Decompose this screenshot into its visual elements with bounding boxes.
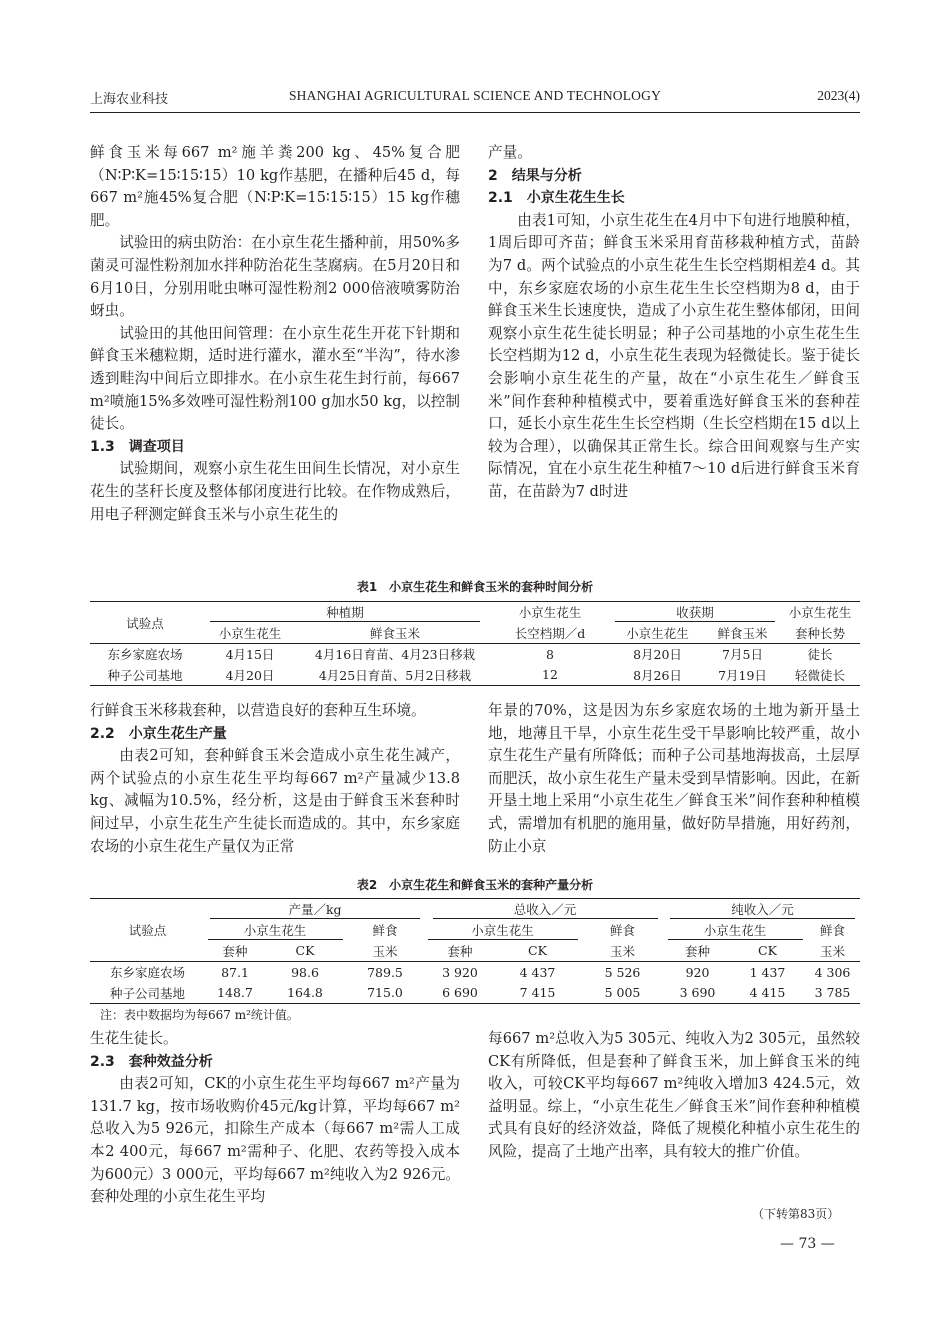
table-cell: 148.7 — [217, 985, 253, 1001]
table-row — [90, 644, 860, 665]
page-number: — 73 — — [780, 1236, 835, 1252]
table-header-gross-income: 总收入／元 — [433, 900, 658, 919]
table-header-corn-1: 鲜食 — [609, 923, 635, 938]
table-header-trend-1: 小京生花生 — [788, 605, 852, 621]
table-cell: 4月25日育苗、5月2日移栽 — [318, 667, 472, 683]
running-header — [90, 88, 860, 110]
paragraph: 由表2可知，CK的小京生花生平均每667 m²产量为131.7 kg，按市场收购价45元/kg计算，平均每667 m²总收入为5 926元，扣除生产成本（每667 m²需人工成本2 400元，每667 m²需种子、化肥、农药等投入成本为600元）3 000元，平均每667 m²纯收入为2 926元。套种处理的小京生花生平均 — [90, 1075, 460, 1206]
table-cell: 98.6 — [291, 964, 319, 980]
table-cell: 7月19日 — [718, 667, 767, 683]
table-header-gap-2: 长空档期／d — [490, 623, 610, 644]
paragraph: 行鲜食玉米移栽套种，以营造良好的套种互生环境。 — [90, 702, 426, 719]
table-header-peanut: 小京生花生 — [200, 623, 300, 644]
continued-note: （下转第83页） — [752, 1207, 840, 1221]
table-row — [90, 983, 860, 1004]
table1-caption: 表1 小京生花生和鲜食玉米的套种时间分析 — [356, 580, 594, 594]
table-cell: 东乡家庭农场 — [109, 965, 185, 981]
table-header-peanut-harvest: 小京生花生 — [610, 623, 705, 644]
table-header-planting: 种植期 — [210, 603, 480, 622]
table-header-trend-2: 套种长势 — [780, 623, 860, 644]
table-cell: 7月5日 — [722, 647, 763, 663]
journal-name-cn: 上海农业科技 — [90, 92, 169, 107]
table-header-harvest: 收获期 — [615, 603, 775, 622]
table-header-ck: CK — [730, 941, 805, 962]
table-cell: 920 — [685, 964, 710, 980]
table-cell: 4月20日 — [225, 667, 275, 683]
section-heading-2: 2 结果与分析 — [488, 167, 582, 184]
table-cell: 徒长 — [807, 647, 833, 663]
section-heading-2-1: 2.1 小京生花生生长 — [488, 190, 625, 207]
table-cell: 轻微徒长 — [794, 667, 845, 683]
table-cell: 87.1 — [221, 964, 249, 980]
table-header-net-income: 纯收入／元 — [670, 900, 855, 919]
table-cell: 1 437 — [749, 964, 786, 980]
left-column-top — [90, 142, 460, 526]
table-cell: 东乡家庭农场 — [107, 647, 183, 663]
table-header-ck: CK — [265, 941, 345, 962]
table-header-peanut: 小京生花生 — [668, 921, 803, 940]
paragraph: 鲜食玉米每667 m²施羊粪200 kg、45%复合肥（N∶P∶K=15∶15∶15）10 kg作基肥，在播种后45 d，每667 m²施45%复合肥（N∶P∶K=15∶15∶15）15 kg作穗肥。 — [90, 144, 460, 229]
paragraph: 每667 m²总收入为5 305元、纯收入为2 305元，虽然较CK有所降低，但是套种了鲜食玉米，加上鲜食玉米的纯收入，可较CK平均每667 m²纯收入增加3 424.5元，效益明显。综上，“小京生花生／鲜食玉米”间作套种种植模式具有良好的经济效益，降低了规模化种植小京生花生的风险，提高了土地产出率，具有较大的推广价值。 — [488, 1030, 860, 1160]
left-column-bottom — [90, 1028, 460, 1209]
table-header-intercrop: 套种 — [205, 941, 265, 962]
table-header-intercrop: 套种 — [665, 941, 730, 962]
table-cell: 164.8 — [287, 985, 323, 1001]
table-header-corn-1: 鲜食 — [819, 923, 845, 938]
paragraph: 生花生徒长。 — [90, 1030, 178, 1047]
issue-number: 2023(4) — [817, 88, 860, 103]
table2 — [90, 898, 860, 1004]
table-cell: 种子公司基地 — [107, 667, 183, 683]
table-header-ck: CK — [495, 941, 580, 962]
table-header-intercrop: 套种 — [425, 941, 495, 962]
table-header-corn: 鲜食玉米 — [300, 623, 490, 644]
table-header-corn-2: 玉米 — [345, 941, 425, 962]
paragraph: 试验田的病虫防治：在小京生花生播种前，用50%多菌灵可湿性粉剂加水拌种防治花生茎腐病。在5月20日和6月10日，分别用吡虫啉可湿性粉剂2 000倍液喷雾防治蚜虫。 — [90, 234, 460, 320]
table-cell: 8月20日 — [633, 647, 682, 663]
table-cell: 3 920 — [442, 964, 478, 980]
table-cell: 8月26日 — [633, 667, 682, 683]
table-header-corn-harvest: 鲜食玉米 — [705, 623, 780, 644]
header-rule — [90, 112, 860, 113]
table-header-corn-2: 玉米 — [805, 941, 860, 962]
journal-name-en: SHANGHAI AGRICULTURAL SCIENCE AND TECHNOLOGY — [288, 88, 662, 103]
table-header-peanut: 小京生花生 — [208, 921, 343, 940]
table-row — [90, 665, 860, 686]
table-cell: 5 526 — [604, 964, 641, 980]
table-header-corn-1: 鲜食 — [372, 923, 398, 938]
table-cell: 种子公司基地 — [109, 985, 185, 1001]
table-header-peanut: 小京生花生 — [428, 921, 578, 940]
table-cell: 4月16日育苗、4月23日移栽 — [314, 647, 476, 663]
paragraph: 试验期间，观察小京生花生田间生长情况，对小京生花生的茎秆长度及整体郁闭度进行比较。在作物成熟后，用电子秤测定鲜食玉米与小京生花生的 — [90, 460, 460, 523]
table-cell: 4 437 — [519, 964, 556, 980]
paragraph: 试验田的其他田间管理：在小京生花生开花下针期和鲜食玉米穗粒期，适时进行灌水，灌水至“半沟”，待水渗透到畦沟中间后立即排水。在小京生花生封行前，每667 m²喷施15%多效唑可湿性粉剂100 g加水50 kg，以控制徒长。 — [90, 324, 460, 433]
paragraph: 年景的70%，这是因为东乡家庭农场的土地为新开垦土地，地薄且干旱，小京生花生受干旱影响比较严重，故小京生花生产量有所降低；而种子公司基地海拔高，土层厚而肥沃，故小京生花生产量未受到旱情影响。因此，在新开垦土地上采用“小京生花生／鲜食玉米”间作套种种植模式，需增加有机肥的施用量，做好防旱措施，用好药剂，防止小京 — [488, 702, 860, 855]
right-column-middle — [488, 700, 860, 858]
table-header-site: 试验点 — [90, 899, 205, 962]
section-heading-2-3: 2.3 套种效益分析 — [90, 1053, 213, 1070]
table-header-corn-2: 玉米 — [580, 941, 665, 962]
table-row — [90, 962, 860, 983]
table-cell: 6 690 — [442, 985, 478, 1001]
section-heading-2-2: 2.2 小京生花生产量 — [90, 725, 227, 742]
right-column-bottom — [488, 1028, 860, 1164]
left-column-middle — [90, 700, 460, 858]
paragraph: 由表1可知，小京生花生在4月中下旬进行地膜种植，1周后即可齐苗；鲜食玉米采用育苗移栽种植方式，苗龄为7 d。两个试验点的小京生花生生长空档期相差4 d。其中，东乡家庭农场的小京生花生生长空档期为8 d，由于鲜食玉米生长速度快，造成了小京生花生整体郁闭，田间观察小京生花生徒长明显；种子公司基地的小京生花生生长空档期为12 d，小京生花生表现为轻微徒长。鉴于徒长会影响小京生花生的产量，故在“小京生花生／鲜食玉米”间作套种种植模式中，要着重选好鲜食玉米的套种茬口，延长小京生花生生长空档期（生长空档期在15 d以上较为合理），以确保其正常生长。综合田间观察与生产实际情况，宜在小京生花生种植7～10 d后进行鲜食玉米育苗，在苗龄为7 d时进 — [488, 211, 860, 500]
table-header-site: 试验点 — [90, 602, 200, 644]
table-cell: 4月15日 — [225, 647, 275, 663]
table-header-yield: 产量／kg — [210, 900, 420, 919]
paragraph: 由表2可知，套种鲜食玉米会造成小京生花生减产，两个试验点的小京生花生平均每667 m²产量减少13.8 kg、减幅为10.5%，经分析，这是由于鲜食玉米套种时间过早，小京生花生产生徒长而造成的。其中，东乡家庭农场的小京生花生产量仅为正常 — [90, 747, 460, 855]
table1 — [90, 601, 860, 686]
table-cell: 8 — [546, 646, 554, 662]
table-cell: 4 415 — [749, 985, 786, 1001]
paragraph: 产量。 — [488, 144, 532, 161]
table-cell: 5 005 — [604, 985, 641, 1001]
table-cell: 715.0 — [367, 985, 403, 1001]
table-cell: 4 306 — [814, 964, 851, 980]
section-heading-1-3: 1.3 调查项目 — [90, 438, 185, 455]
right-column-top — [488, 142, 860, 504]
table-header-gap-1: 小京生花生 — [518, 605, 582, 621]
table2-note: 注：表中数据均为每667 m²统计值。 — [100, 1008, 299, 1022]
table2-caption: 表2 小京生花生和鲜食玉米的套种产量分析 — [356, 878, 594, 892]
table-cell: 12 — [542, 667, 558, 683]
table-cell: 3 785 — [814, 985, 851, 1001]
table-cell: 3 690 — [679, 985, 716, 1001]
table-cell: 789.5 — [367, 964, 403, 980]
table-cell: 7 415 — [519, 985, 556, 1001]
